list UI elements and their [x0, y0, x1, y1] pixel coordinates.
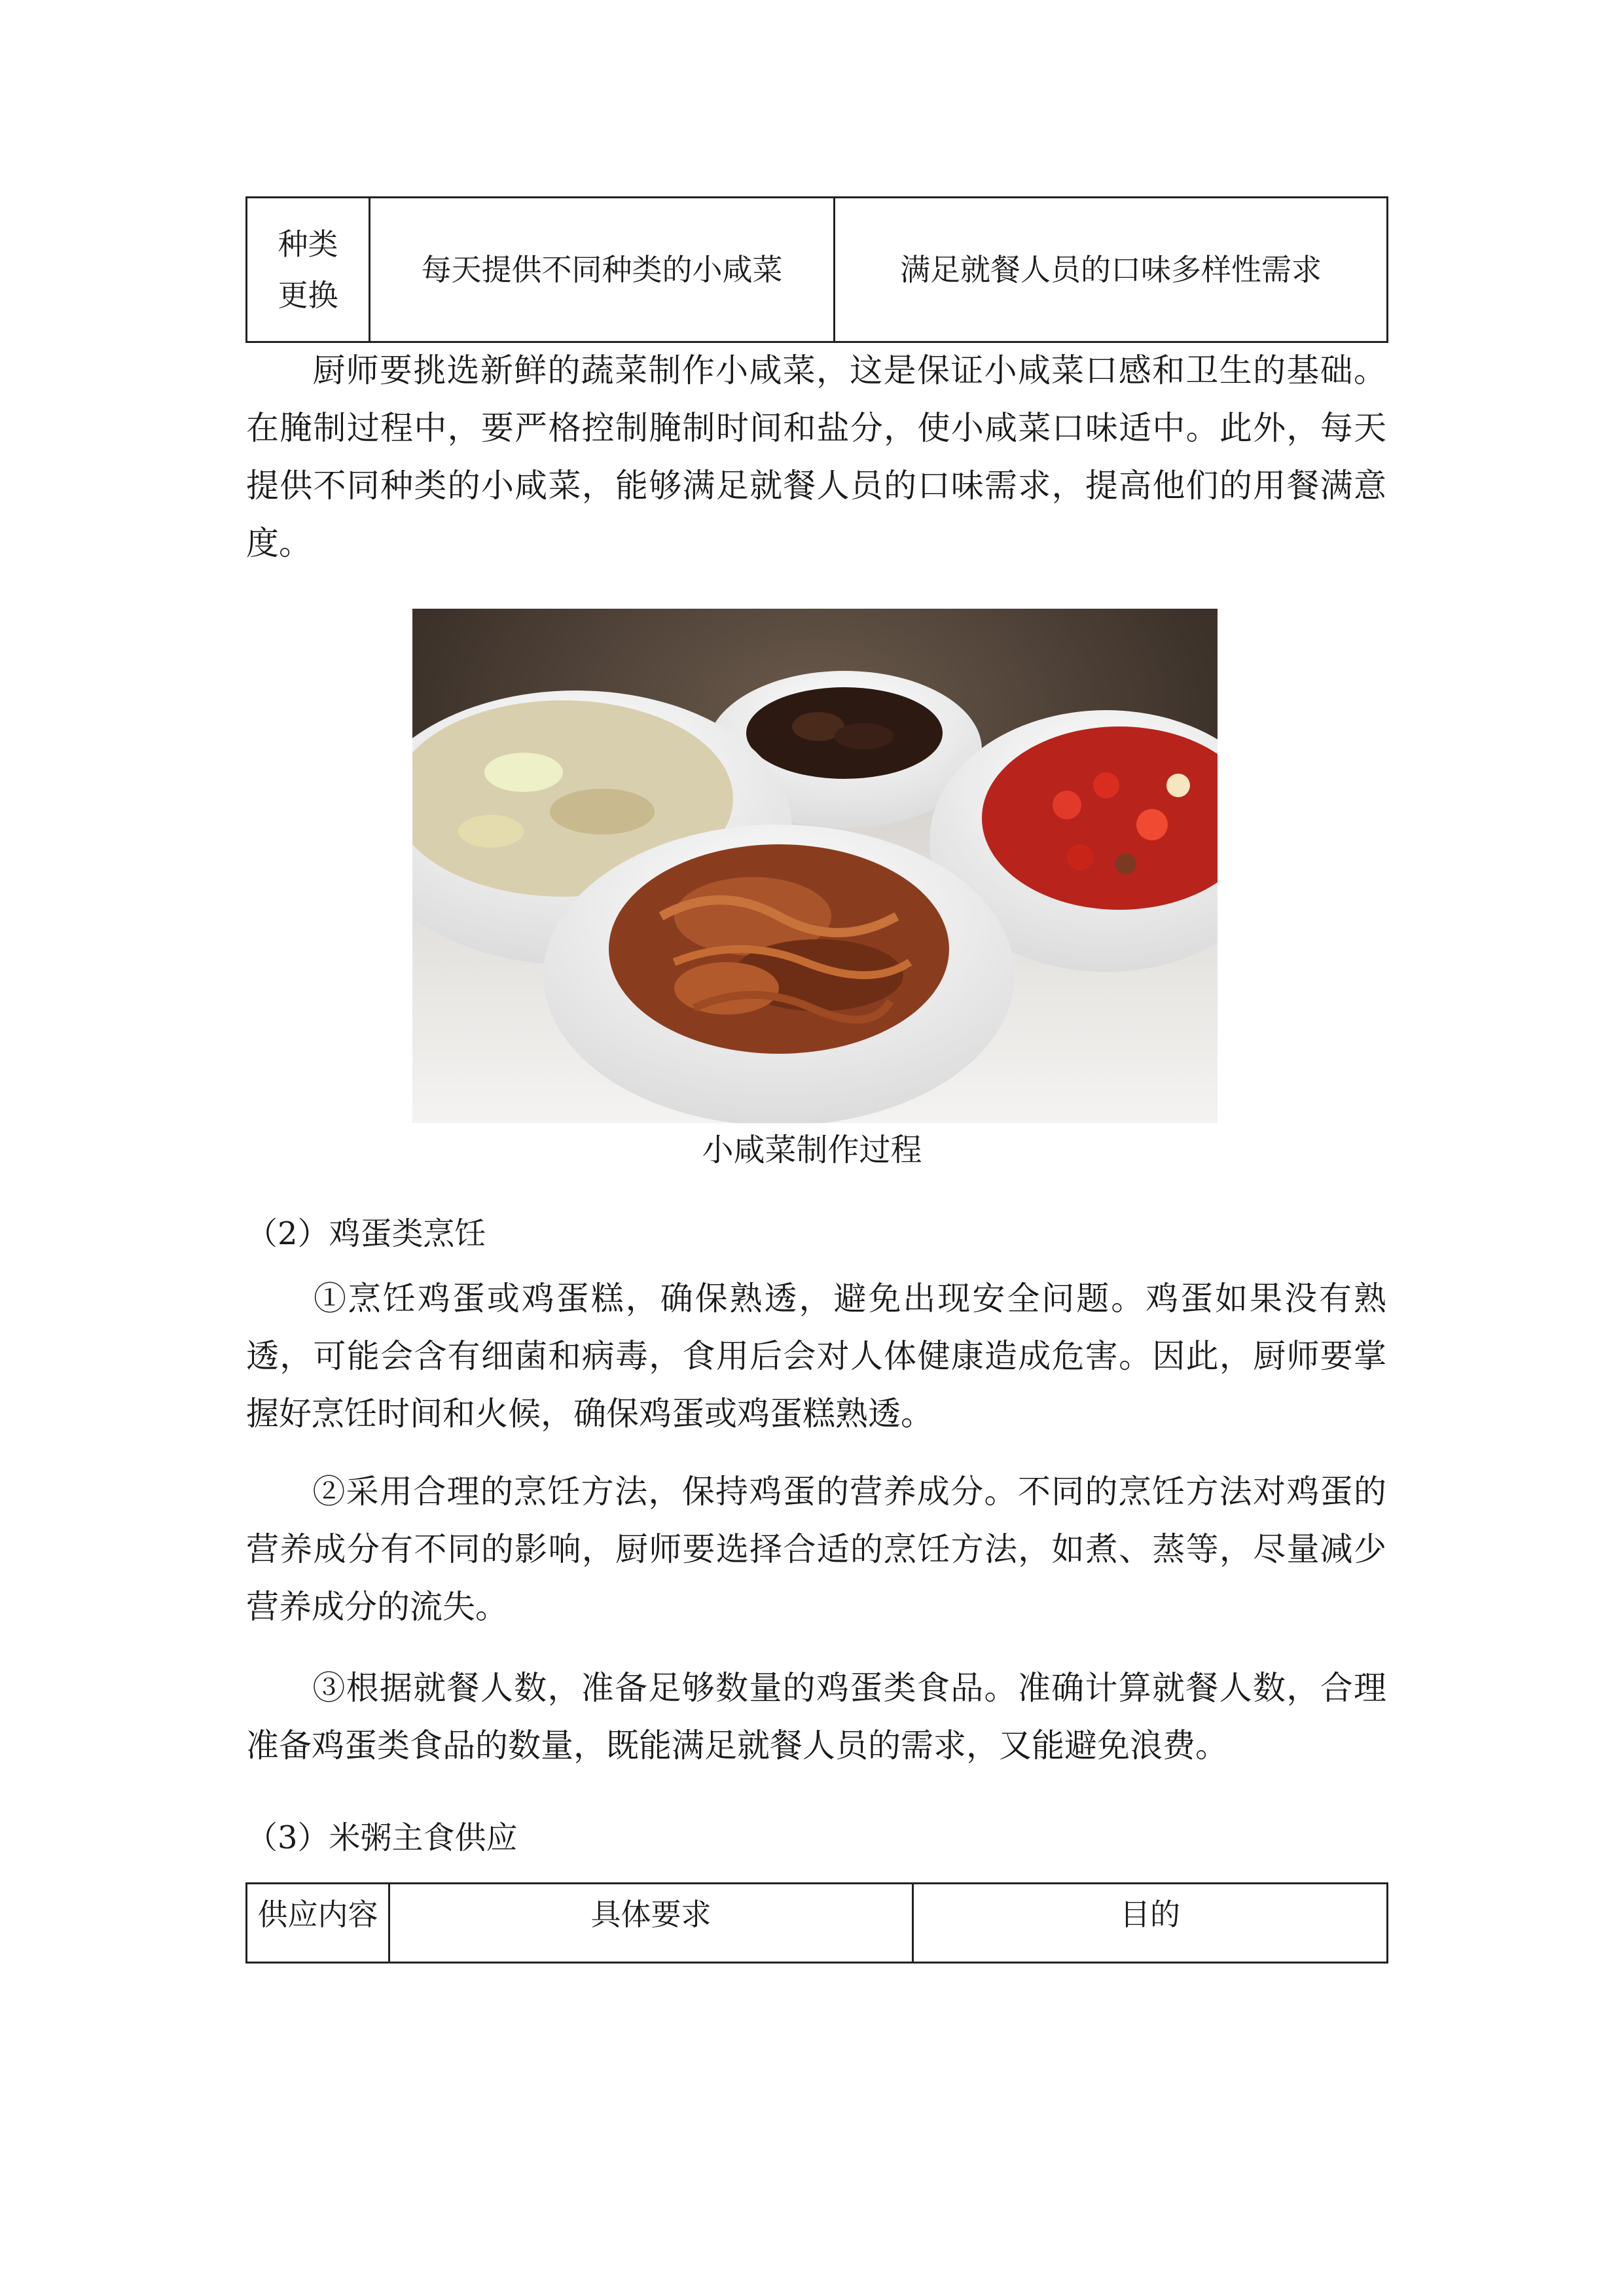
section-heading-eggs: （2）鸡蛋类烹饪	[246, 1215, 486, 1252]
table-header-purpose: 目的	[913, 1884, 1388, 1963]
paragraph-eggs-3: ③根据就餐人数，准备足够数量的鸡蛋类食品。准确计算就餐人数，合理准备鸡蛋类食品的数量，既能满足就餐人员的需求，又能避免浪费。	[246, 1669, 1386, 1765]
pickles-photo	[412, 609, 1218, 1123]
table-cell-requirement: 每天提供不同种类的小咸菜	[370, 198, 835, 342]
figure-caption: 小咸菜制作过程	[702, 1132, 922, 1168]
table-header-content: 供应内容	[247, 1884, 389, 1963]
section-heading-porridge: （3）米粥主食供应	[246, 1820, 518, 1856]
pickles-table	[245, 196, 1388, 343]
paragraph-eggs-2: ②采用合理的烹饪方法，保持鸡蛋的营养成分。不同的烹饪方法对鸡蛋的营养成分有不同的影响，厨师要选择合适的烹饪方法，如煮、蒸等，尽量减少营养成分的流失。	[246, 1473, 1386, 1626]
paragraph-pickles: 厨师要挑选新鲜的蔬菜制作小咸菜，这是保证小咸菜口感和卫生的基础。在腌制过程中，要严格控制腌制时间和盐分，使小咸菜口味适中。此外，每天提供不同种类的小咸菜，能够满足就餐人员的口味需求，提高他们的用餐满意度。	[246, 351, 1386, 562]
table-cell-purpose: 满足就餐人员的口味多样性需求	[835, 198, 1388, 342]
table-row	[247, 198, 1388, 342]
porridge-table	[245, 1882, 1388, 1964]
table-header-row	[247, 1884, 1388, 1963]
table-cell-category: 种类更换	[247, 198, 370, 342]
paragraph-eggs-1: ①烹饪鸡蛋或鸡蛋糕，确保熟透，避免出现安全问题。鸡蛋如果没有熟透，可能会含有细菌和病毒，食用后会对人体健康造成危害。因此，厨师要掌握好烹饪时间和火候，确保鸡蛋或鸡蛋糕熟透。	[246, 1280, 1386, 1433]
table-header-requirement: 具体要求	[389, 1884, 913, 1963]
